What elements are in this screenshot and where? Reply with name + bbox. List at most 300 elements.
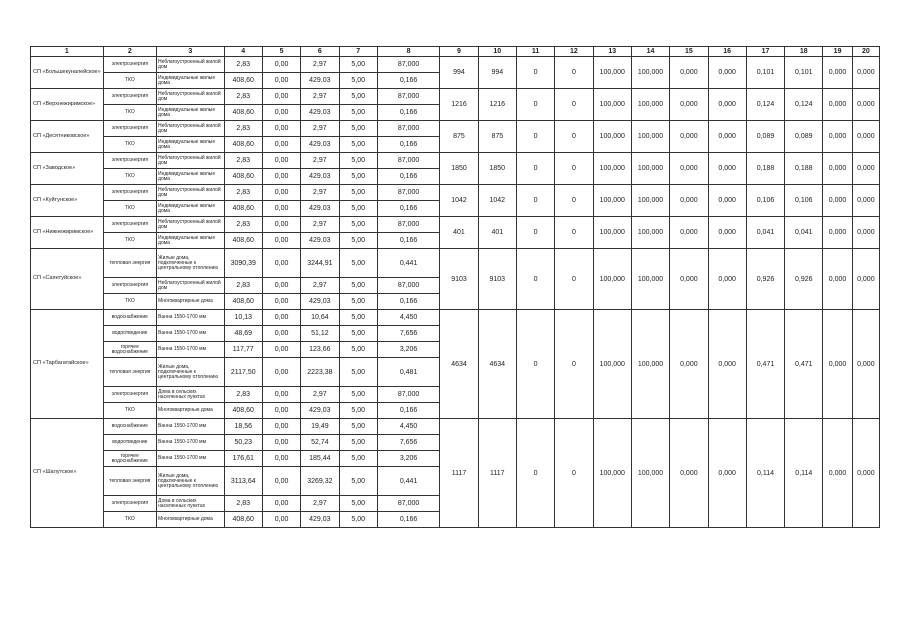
resource-type: электроэнергия [103, 387, 156, 403]
total-cell: 100,000 [631, 57, 669, 89]
value-cell: 19,49 [301, 419, 339, 435]
value-cell: 5,00 [339, 89, 377, 105]
total-cell: 0,000 [823, 249, 852, 310]
value-cell: 5,00 [339, 294, 377, 310]
total-cell: 0,000 [823, 153, 852, 185]
total-cell: 0,000 [670, 89, 708, 121]
value-cell: 429,03 [301, 169, 339, 185]
value-cell: 429,03 [301, 512, 339, 528]
value-cell: 0,00 [262, 358, 300, 387]
resource-type: электроэнергия [103, 89, 156, 105]
value-cell: 87,000 [377, 387, 440, 403]
value-cell: 429,03 [301, 403, 339, 419]
total-cell: 0,000 [670, 419, 708, 528]
value-cell: 18,56 [224, 419, 262, 435]
resource-type: ТКО [103, 294, 156, 310]
value-cell: 408,60 [224, 105, 262, 121]
total-cell: 0,000 [708, 310, 746, 419]
column-header: 6 [301, 47, 339, 57]
consumer-category: Неблагоустроенный жилой дом [157, 57, 225, 73]
value-cell: 0,00 [262, 278, 300, 294]
total-cell: 0,000 [670, 153, 708, 185]
total-cell: 100,000 [593, 419, 631, 528]
value-cell: 408,60 [224, 233, 262, 249]
value-cell: 5,00 [339, 467, 377, 496]
total-cell: 0,000 [852, 249, 879, 310]
total-cell: 0,000 [708, 185, 746, 217]
resource-type: тепловая энергия [103, 249, 156, 278]
column-header: 15 [670, 47, 708, 57]
consumer-category: Индивидуальные жилые дома [157, 169, 225, 185]
value-cell: 0,00 [262, 310, 300, 326]
consumer-category: Индивидуальные жилые дома [157, 137, 225, 153]
total-cell: 1216 [478, 89, 516, 121]
value-cell: 48,69 [224, 326, 262, 342]
value-cell: 5,00 [339, 358, 377, 387]
total-cell: 0 [555, 310, 593, 419]
total-cell: 0,188 [746, 153, 784, 185]
table-row [31, 217, 880, 233]
value-cell: 5,00 [339, 153, 377, 169]
settlement-name: СП «Большекуналейское» [31, 57, 104, 89]
value-cell: 87,000 [377, 496, 440, 512]
total-cell: 0,041 [785, 217, 823, 249]
total-cell: 0,000 [708, 419, 746, 528]
column-header: 8 [377, 47, 440, 57]
value-cell: 5,00 [339, 73, 377, 89]
total-cell: 100,000 [631, 419, 669, 528]
consumer-category: Ванна 1550-1700 мм [157, 310, 225, 326]
total-cell: 0,000 [823, 89, 852, 121]
total-cell: 100,000 [593, 153, 631, 185]
consumer-category: Жилые дома, подключенные к центральному отоплению [157, 467, 225, 496]
value-cell: 408,60 [224, 201, 262, 217]
value-cell: 0,00 [262, 57, 300, 73]
consumer-category: Многоквартирные дома [157, 512, 225, 528]
value-cell: 87,000 [377, 217, 440, 233]
value-cell: 0,166 [377, 137, 440, 153]
value-cell: 5,00 [339, 435, 377, 451]
value-cell: 5,00 [339, 403, 377, 419]
settlement-name: СП «Куйтунское» [31, 185, 104, 217]
total-cell: 0,000 [670, 121, 708, 153]
column-header: 3 [157, 47, 225, 57]
total-cell: 994 [440, 57, 478, 89]
value-cell: 0,00 [262, 185, 300, 201]
header-row [31, 47, 880, 57]
value-cell: 5,00 [339, 496, 377, 512]
value-cell: 5,00 [339, 201, 377, 217]
table-row [31, 310, 880, 326]
total-cell: 0,000 [852, 185, 879, 217]
value-cell: 0,166 [377, 233, 440, 249]
settlement-name: СП «Саянтуйское» [31, 249, 104, 310]
column-header: 12 [555, 47, 593, 57]
value-cell: 3269,32 [301, 467, 339, 496]
column-header: 18 [785, 47, 823, 57]
total-cell: 0,471 [746, 310, 784, 419]
resource-type: водоснабжение [103, 419, 156, 435]
total-cell: 0 [516, 153, 554, 185]
value-cell: 0,00 [262, 249, 300, 278]
consumer-category: Неблагоустроенный жилой дом [157, 217, 225, 233]
consumer-category: Индивидуальные жилые дома [157, 201, 225, 217]
value-cell: 429,03 [301, 137, 339, 153]
value-cell: 429,03 [301, 201, 339, 217]
consumer-category: Многоквартирные дома [157, 294, 225, 310]
table-row [31, 185, 880, 201]
total-cell: 401 [440, 217, 478, 249]
value-cell: 0,00 [262, 294, 300, 310]
value-cell: 2,97 [301, 185, 339, 201]
settlement-name: СП «Тарбагатайское» [31, 310, 104, 419]
consumer-category: Индивидуальные жилые дома [157, 73, 225, 89]
total-cell: 0,000 [823, 419, 852, 528]
total-cell: 1117 [440, 419, 478, 528]
total-cell: 0 [516, 121, 554, 153]
total-cell: 100,000 [631, 89, 669, 121]
resource-type: водоснабжение [103, 310, 156, 326]
total-cell: 0,114 [785, 419, 823, 528]
total-cell: 0 [516, 249, 554, 310]
value-cell: 0,00 [262, 342, 300, 358]
consumer-category: Индивидуальные жилые дома [157, 105, 225, 121]
resource-type: электроэнергия [103, 217, 156, 233]
resource-type: электроэнергия [103, 496, 156, 512]
consumer-category: Ванна 1550-1700 мм [157, 435, 225, 451]
value-cell: 0,00 [262, 89, 300, 105]
total-cell: 0 [555, 249, 593, 310]
value-cell: 2,83 [224, 217, 262, 233]
value-cell: 3,206 [377, 342, 440, 358]
total-cell: 100,000 [631, 153, 669, 185]
total-cell: 0,188 [785, 153, 823, 185]
total-cell: 1850 [478, 153, 516, 185]
value-cell: 5,00 [339, 185, 377, 201]
total-cell: 875 [440, 121, 478, 153]
table-row [31, 121, 880, 137]
settlement-name: СП «Заводское» [31, 153, 104, 185]
consumer-category: Неблагоустроенный жилой дом [157, 153, 225, 169]
column-header: 5 [262, 47, 300, 57]
total-cell: 0,000 [670, 185, 708, 217]
value-cell: 2,83 [224, 121, 262, 137]
total-cell: 0 [555, 57, 593, 89]
total-cell: 0,089 [746, 121, 784, 153]
total-cell: 0,000 [670, 217, 708, 249]
total-cell: 0,041 [746, 217, 784, 249]
column-header: 17 [746, 47, 784, 57]
value-cell: 408,60 [224, 512, 262, 528]
value-cell: 2,83 [224, 89, 262, 105]
column-header: 19 [823, 47, 852, 57]
resource-type: ТКО [103, 403, 156, 419]
value-cell: 0,481 [377, 358, 440, 387]
total-cell: 0 [516, 57, 554, 89]
resource-type: ТКО [103, 169, 156, 185]
column-header: 13 [593, 47, 631, 57]
total-cell: 1850 [440, 153, 478, 185]
total-cell: 0,000 [852, 121, 879, 153]
total-cell: 9103 [478, 249, 516, 310]
value-cell: 2,97 [301, 278, 339, 294]
total-cell: 0,000 [823, 121, 852, 153]
total-cell: 100,000 [593, 185, 631, 217]
table-row [31, 419, 880, 435]
value-cell: 429,03 [301, 73, 339, 89]
total-cell: 0,000 [708, 89, 746, 121]
resource-type: горячее водоснабжение [103, 451, 156, 467]
value-cell: 0,166 [377, 403, 440, 419]
value-cell: 5,00 [339, 342, 377, 358]
consumer-category: Ванна 1550-1700 мм [157, 451, 225, 467]
column-header: 1 [31, 47, 104, 57]
value-cell: 0,00 [262, 121, 300, 137]
table-row [31, 249, 880, 278]
value-cell: 176,61 [224, 451, 262, 467]
resource-type: водоотведение [103, 435, 156, 451]
table-row [31, 57, 880, 73]
total-cell: 0,000 [670, 310, 708, 419]
resource-type: электроэнергия [103, 57, 156, 73]
value-cell: 5,00 [339, 249, 377, 278]
value-cell: 408,60 [224, 294, 262, 310]
total-cell: 0,089 [785, 121, 823, 153]
total-cell: 401 [478, 217, 516, 249]
total-cell: 0,926 [746, 249, 784, 310]
value-cell: 0,00 [262, 233, 300, 249]
total-cell: 0 [555, 185, 593, 217]
resource-type: ТКО [103, 201, 156, 217]
value-cell: 0,00 [262, 403, 300, 419]
total-cell: 0,926 [785, 249, 823, 310]
total-cell: 0 [516, 419, 554, 528]
value-cell: 185,44 [301, 451, 339, 467]
total-cell: 0,114 [746, 419, 784, 528]
total-cell: 0,000 [852, 89, 879, 121]
value-cell: 2,83 [224, 387, 262, 403]
column-header: 9 [440, 47, 478, 57]
value-cell: 10,64 [301, 310, 339, 326]
value-cell: 0,00 [262, 451, 300, 467]
resource-type: ТКО [103, 137, 156, 153]
consumer-category: Неблагоустроенный жилой дом [157, 185, 225, 201]
total-cell: 0,000 [852, 217, 879, 249]
consumer-category: Неблагоустроенный жилой дом [157, 89, 225, 105]
total-cell: 0,124 [785, 89, 823, 121]
value-cell: 0,166 [377, 294, 440, 310]
total-cell: 1216 [440, 89, 478, 121]
column-header: 7 [339, 47, 377, 57]
value-cell: 0,00 [262, 201, 300, 217]
total-cell: 0,000 [708, 153, 746, 185]
total-cell: 1042 [478, 185, 516, 217]
total-cell: 0 [516, 217, 554, 249]
resource-type: электроэнергия [103, 278, 156, 294]
value-cell: 87,000 [377, 121, 440, 137]
total-cell: 0,000 [670, 249, 708, 310]
column-header: 20 [852, 47, 879, 57]
total-cell: 0,101 [746, 57, 784, 89]
total-cell: 100,000 [593, 249, 631, 310]
column-header: 2 [103, 47, 156, 57]
value-cell: 0,00 [262, 217, 300, 233]
value-cell: 5,00 [339, 233, 377, 249]
consumer-category: Жилые дома, подключенные к центральному отоплению [157, 249, 225, 278]
resource-type: ТКО [103, 512, 156, 528]
total-cell: 0,000 [823, 57, 852, 89]
total-cell: 0,000 [852, 419, 879, 528]
total-cell: 994 [478, 57, 516, 89]
value-cell: 5,00 [339, 57, 377, 73]
value-cell: 0,166 [377, 169, 440, 185]
consumer-category: Неблагоустроенный жилой дом [157, 278, 225, 294]
total-cell: 9103 [440, 249, 478, 310]
value-cell: 0,00 [262, 73, 300, 89]
value-cell: 3090,39 [224, 249, 262, 278]
value-cell: 5,00 [339, 512, 377, 528]
value-cell: 10,13 [224, 310, 262, 326]
value-cell: 0,00 [262, 512, 300, 528]
total-cell: 0 [555, 89, 593, 121]
value-cell: 2,83 [224, 496, 262, 512]
value-cell: 2223,38 [301, 358, 339, 387]
value-cell: 5,00 [339, 105, 377, 121]
value-cell: 5,00 [339, 137, 377, 153]
column-header: 10 [478, 47, 516, 57]
table-body [31, 57, 880, 528]
total-cell: 100,000 [631, 185, 669, 217]
value-cell: 52,74 [301, 435, 339, 451]
value-cell: 0,441 [377, 249, 440, 278]
value-cell: 2,97 [301, 57, 339, 73]
value-cell: 0,00 [262, 419, 300, 435]
value-cell: 7,656 [377, 326, 440, 342]
total-cell: 0,106 [746, 185, 784, 217]
value-cell: 0,166 [377, 201, 440, 217]
value-cell: 0,00 [262, 467, 300, 496]
value-cell: 117,77 [224, 342, 262, 358]
total-cell: 0 [555, 153, 593, 185]
table-row [31, 153, 880, 169]
value-cell: 50,23 [224, 435, 262, 451]
column-header: 11 [516, 47, 554, 57]
value-cell: 2117,50 [224, 358, 262, 387]
value-cell: 2,83 [224, 153, 262, 169]
total-cell: 0,000 [708, 57, 746, 89]
value-cell: 408,60 [224, 73, 262, 89]
value-cell: 5,00 [339, 387, 377, 403]
total-cell: 0,124 [746, 89, 784, 121]
consumer-category: Жилые дома, подключенные к центральному отоплению [157, 358, 225, 387]
value-cell: 51,12 [301, 326, 339, 342]
value-cell: 2,83 [224, 57, 262, 73]
value-cell: 0,166 [377, 512, 440, 528]
value-cell: 3244,91 [301, 249, 339, 278]
total-cell: 0,101 [785, 57, 823, 89]
column-header: 16 [708, 47, 746, 57]
value-cell: 5,00 [339, 121, 377, 137]
value-cell: 2,83 [224, 278, 262, 294]
total-cell: 0,471 [785, 310, 823, 419]
value-cell: 5,00 [339, 310, 377, 326]
value-cell: 408,60 [224, 403, 262, 419]
value-cell: 87,000 [377, 89, 440, 105]
value-cell: 2,97 [301, 217, 339, 233]
total-cell: 0 [555, 121, 593, 153]
total-cell: 4634 [478, 310, 516, 419]
resource-type: тепловая энергия [103, 467, 156, 496]
consumer-category: Индивидуальные жилые дома [157, 233, 225, 249]
settlement-name: СП «Десятниковское» [31, 121, 104, 153]
value-cell: 7,656 [377, 435, 440, 451]
resource-type: электроэнергия [103, 185, 156, 201]
value-cell: 0,00 [262, 153, 300, 169]
total-cell: 100,000 [631, 249, 669, 310]
consumer-category: Ванна 1550-1700 мм [157, 342, 225, 358]
value-cell: 0,441 [377, 467, 440, 496]
value-cell: 123,66 [301, 342, 339, 358]
value-cell: 2,97 [301, 153, 339, 169]
tariff-table [30, 46, 880, 528]
value-cell: 0,00 [262, 137, 300, 153]
value-cell: 5,00 [339, 419, 377, 435]
value-cell: 429,03 [301, 105, 339, 121]
settlement-name: СП «Нижнежиримское» [31, 217, 104, 249]
consumer-category: Ванна 1550-1700 мм [157, 326, 225, 342]
value-cell: 2,83 [224, 185, 262, 201]
total-cell: 875 [478, 121, 516, 153]
total-cell: 100,000 [593, 89, 631, 121]
value-cell: 2,97 [301, 496, 339, 512]
total-cell: 100,000 [593, 217, 631, 249]
total-cell: 100,000 [631, 121, 669, 153]
value-cell: 2,97 [301, 89, 339, 105]
value-cell: 3,206 [377, 451, 440, 467]
resource-type: водоотведение [103, 326, 156, 342]
value-cell: 0,00 [262, 326, 300, 342]
value-cell: 0,00 [262, 169, 300, 185]
consumer-category: Ванна 1550-1700 мм [157, 419, 225, 435]
value-cell: 429,03 [301, 233, 339, 249]
column-header: 4 [224, 47, 262, 57]
value-cell: 2,97 [301, 121, 339, 137]
value-cell: 87,000 [377, 57, 440, 73]
total-cell: 0 [516, 185, 554, 217]
total-cell: 0 [516, 310, 554, 419]
value-cell: 0,166 [377, 73, 440, 89]
value-cell: 3113,64 [224, 467, 262, 496]
value-cell: 5,00 [339, 278, 377, 294]
value-cell: 0,00 [262, 496, 300, 512]
value-cell: 0,00 [262, 435, 300, 451]
total-cell: 0,000 [852, 153, 879, 185]
consumer-category: Многоквартирные дома [157, 403, 225, 419]
total-cell: 0,000 [852, 57, 879, 89]
total-cell: 0,000 [670, 57, 708, 89]
value-cell: 2,97 [301, 387, 339, 403]
value-cell: 5,00 [339, 326, 377, 342]
total-cell: 0,106 [785, 185, 823, 217]
resource-type: электроэнергия [103, 121, 156, 137]
total-cell: 0,000 [823, 185, 852, 217]
total-cell: 0 [555, 217, 593, 249]
total-cell: 0,000 [823, 217, 852, 249]
settlement-name: СП «Шалутское» [31, 419, 104, 528]
column-header: 14 [631, 47, 669, 57]
total-cell: 0,000 [708, 217, 746, 249]
consumer-category: Дома в сельских населенных пунктах [157, 387, 225, 403]
